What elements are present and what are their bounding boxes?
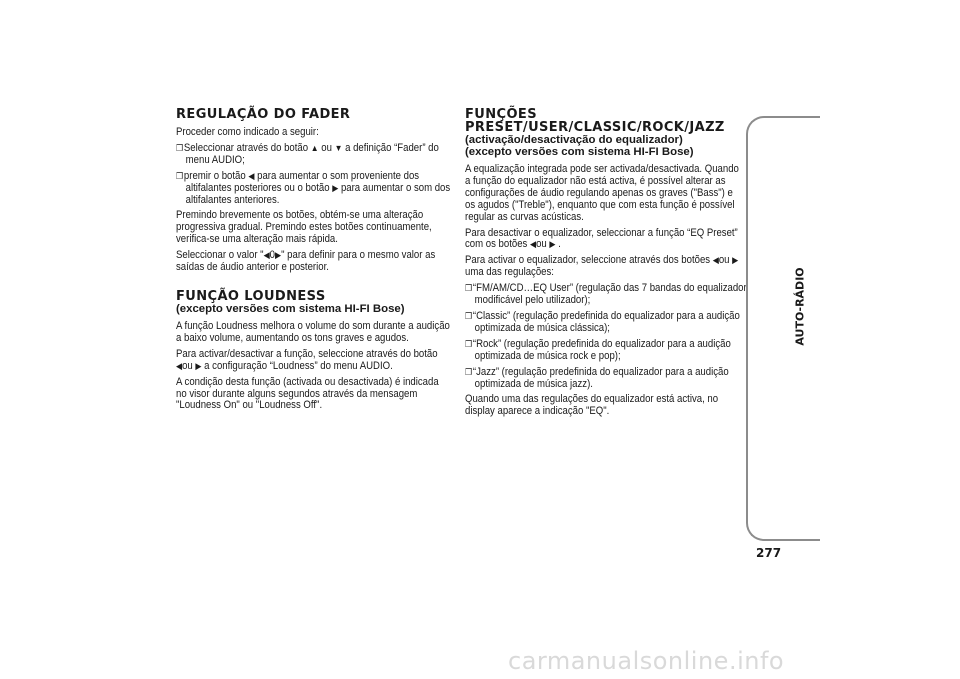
fader-paragraph-2: Seleccionar o valor "◀0▶" para definir para o mesmo valor as saídas de áudio anterior e posterior.	[176, 249, 436, 274]
loudness-subheading: (excepto versões com sistema HI-FI Bose)	[176, 302, 405, 315]
eq-heading-line-2: PRESET/USER/CLASSIC/ROCK/JAZZ	[465, 120, 725, 135]
loudness-paragraph-2: Para activar/desactivar a função, seleccione através do botão ◀ou ▶ a configuração “Loudness” do menu AUDIO.	[176, 347, 438, 372]
right-column	[465, 107, 747, 422]
eq-subheading-2: (excepto versões com sistema HI-FI Bose)	[465, 146, 694, 158]
fader-paragraph-1: Premindo brevemente os botões, obtém-se uma alteração progressiva gradual. Premindo estes botões continuamente, verifica-se uma alteração mais rápida.	[176, 209, 432, 246]
eq-paragraph-3: Para activar o equalizador, seleccione através dos botões ◀ou ▶ uma das regulações:	[465, 254, 739, 279]
checkbox-icon: ❒	[465, 366, 473, 377]
eq-paragraph-1: A equalização integrada pode ser activada/desactivada. Quando a função do equalizador não está activa, é possível alterar as configurações de áudio regulando apenas os graves ("Bass") e os agudos ("Treble"), enquanto que com esta função é possível regular as curvas acústicas.	[465, 163, 739, 223]
left-arrow-icon: ◀	[176, 360, 183, 371]
right-arrow-icon: ▶	[549, 239, 556, 250]
checkbox-icon: ❒	[465, 283, 473, 294]
down-arrow-icon: ▼	[334, 142, 343, 153]
eq-paragraph-4: Quando uma das regulações do equalizador está activa, no display aparece a indicação "EQ".	[465, 393, 719, 418]
loudness-paragraph-3: A condição desta função (activada ou desactivada) é indicada no visor durante alguns segundos através da mensagem "Loudness On" ou "Loudness Off".	[176, 375, 439, 412]
eq-bullet-rock: ❒“Rock” (regulação predefinida do equalizador para a audição optimizada de música rock e pop);	[465, 337, 731, 362]
checkbox-icon: ❒	[465, 310, 473, 321]
left-arrow-icon: ◀	[248, 170, 255, 181]
eq-bullet-classic: ❒“Classic” (regulação predefinida do equalizador para a audição optimizada de música clássica);	[465, 309, 740, 334]
up-arrow-icon: ▲	[310, 142, 319, 153]
chapter-tab-label: AUTO-RÁDIO	[793, 267, 807, 346]
eq-bullet-user: ❒“FM/AM/CD…EQ User” (regulação das 7 bandas do equalizador modificável pelo utilizador);	[465, 282, 747, 307]
checkbox-icon: ❒	[465, 338, 473, 349]
eq-paragraph-2: Para desactivar o equalizador, seleccionar a função “EQ Preset” com os botões ◀ou ▶ .	[465, 226, 738, 251]
right-arrow-icon: ▶	[275, 250, 282, 261]
checkbox-icon: ❒	[176, 170, 184, 181]
chapter-tab	[746, 116, 820, 541]
fader-heading: REGULAÇÃO DO FADER	[176, 107, 351, 122]
page-number: 277	[756, 546, 782, 560]
watermark: carmanualsonline.info	[508, 647, 785, 675]
left-arrow-icon: ◀	[263, 250, 270, 261]
fader-bullet-1: ❒Seleccionar através do botão ▲ ou ▼ a definição “Fader” do menu AUDIO;	[176, 141, 439, 166]
eq-bullet-jazz: ❒“Jazz” (regulação predefinida do equalizador para a audição optimizada de música jazz).	[465, 365, 729, 390]
right-arrow-icon: ▶	[732, 255, 739, 266]
right-arrow-icon: ▶	[195, 360, 202, 371]
loudness-heading: FUNÇÃO LOUDNESS	[176, 288, 326, 304]
eq-subheading-1: (activação/desactivação do equalizador)	[465, 134, 683, 146]
left-column	[176, 108, 452, 416]
fader-bullet-2: ❒premir o botão ◀ para aumentar o som proveniente dos altifalantes posteriores ou o botão ▶ para aumentar o som dos altifalantes anteriores.	[176, 169, 451, 206]
eq-heading-line-1: FUNÇÕES	[465, 107, 537, 122]
loudness-paragraph-1: A função Loudness melhora o volume do som durante a audição a baixo volume, aumentando os tons graves e agudos.	[176, 319, 450, 344]
fader-intro: Proceder como indicado a seguir:	[176, 126, 319, 138]
checkbox-icon: ❒	[176, 142, 184, 153]
right-arrow-icon: ▶	[332, 182, 339, 193]
left-arrow-icon: ◀	[529, 239, 537, 250]
left-arrow-icon: ◀	[712, 255, 719, 266]
